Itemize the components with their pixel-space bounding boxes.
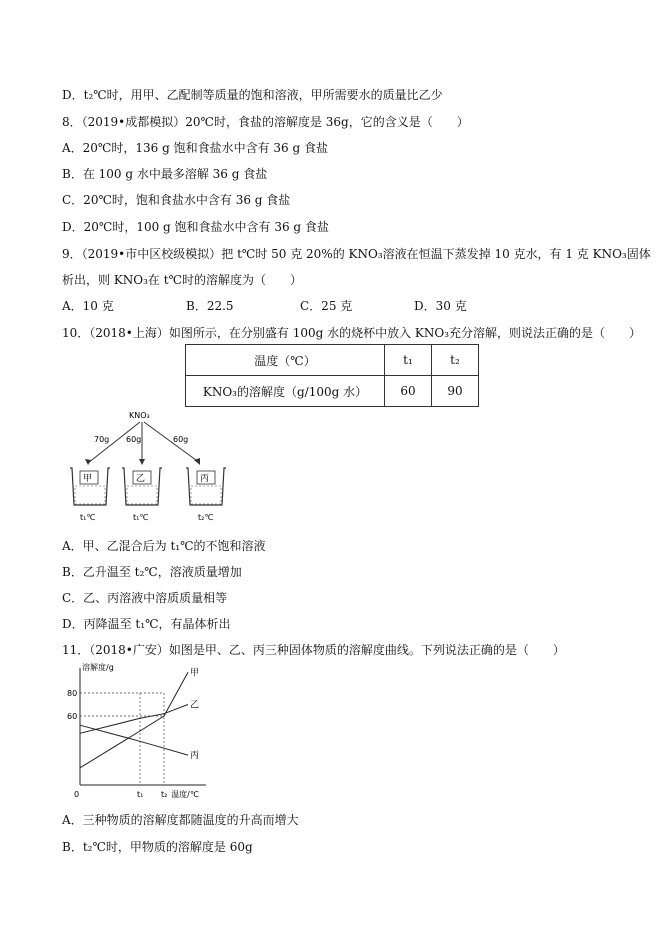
question-11-stem: 11．（2018•广安）如图是甲、乙、丙三种固体物质的溶解度曲线。下列说法正确的是（ ） xyxy=(62,643,565,657)
series-label-1: 甲 xyxy=(190,668,200,679)
y-axis-label: 溶解度/g xyxy=(82,663,114,672)
question-9-option-b: B．22.5 xyxy=(186,299,234,313)
question-7-option-d: D．t₂℃时，用甲、乙配制等质量的饱和溶液，甲所需要水的质量比乙少 xyxy=(62,88,443,102)
question-8-stem: 8．（2019•成都模拟）20℃时，食盐的溶解度是 36g，它的含义是（ ） xyxy=(62,115,469,129)
mass-label-bing: 60g xyxy=(173,435,189,444)
question-9-option-c: C．25 克 xyxy=(300,299,353,313)
y-tick-label-80: 80 xyxy=(67,689,78,698)
beaker-label-jia: 甲 xyxy=(83,474,93,484)
question-11-option-a: A．三种物质的溶解度都随温度的升高而增大 xyxy=(62,813,299,827)
table-header-temperature: 温度（℃） xyxy=(186,345,385,376)
question-9-stem-line2: 析出，则 KNO₃在 t℃时的溶解度为（ ） xyxy=(62,273,302,287)
y-tick-label-60: 60 xyxy=(67,712,78,721)
beaker-temp-yi: t₁℃ xyxy=(133,513,149,522)
table-row xyxy=(186,376,479,407)
solubility-curve-chart xyxy=(60,660,210,802)
question-9-option-a: A．10 克 xyxy=(62,299,114,313)
question-10-option-b: B．乙升温至 t₂℃，溶液质量增加 xyxy=(62,565,242,579)
table-header-t1: t₁ xyxy=(385,345,432,376)
solubility-table xyxy=(185,344,479,407)
question-8-option-c: C．20℃时，饱和食盐水中含有 36 g 食盐 xyxy=(62,193,291,207)
x-tick-label-t2: t₂ xyxy=(161,790,168,799)
beaker-temp-bing: t₂℃ xyxy=(198,513,214,522)
table-cell-value-t2: 90 xyxy=(432,376,479,407)
beaker-jia xyxy=(70,468,110,522)
series-label-2: 乙 xyxy=(190,700,200,711)
mass-label-jia: 70g xyxy=(94,435,110,444)
question-8-option-b: B．在 100 g 水中最多溶解 36 g 食盐 xyxy=(62,167,268,181)
diagram-source-label: KNO₃ xyxy=(129,411,150,420)
question-9-stem-line1: 9．（2019•市中区校级模拟）把 t℃时 50 克 20%的 KNO₃溶液在恒温下蒸发掉 10 克水，有 1 克 KNO₃固体 xyxy=(62,247,651,261)
beaker-label-bing: 丙 xyxy=(200,474,210,484)
question-10-stem: 10．（2018•上海）如图所示，在分别盛有 100g 水的烧杯中放入 KNO₃充分溶解，则说法正确的是（ ） xyxy=(62,326,642,340)
beaker-diagram xyxy=(60,408,240,528)
mass-label-yi: 60g xyxy=(126,435,142,444)
series-label-3: 丙 xyxy=(190,751,200,762)
question-9-option-d: D．30 克 xyxy=(414,299,467,313)
beaker-temp-jia: t₁℃ xyxy=(80,513,96,522)
series-line-2 xyxy=(80,705,188,734)
table-header-t2: t₂ xyxy=(432,345,479,376)
question-10-option-c: C．乙、丙溶液中溶质质量相等 xyxy=(62,591,228,605)
question-10-option-d: D．丙降温至 t₁℃，有晶体析出 xyxy=(62,617,231,631)
beaker-label-yi: 乙 xyxy=(136,474,146,484)
question-8-option-d: D．20℃时，100 g 饱和食盐水中含有 36 g 食盐 xyxy=(62,220,329,234)
x-axis-label: 温度/℃ xyxy=(171,790,199,799)
beaker-yi xyxy=(122,468,162,522)
beaker-bing xyxy=(186,468,226,522)
x-tick-label-0: 0 xyxy=(74,790,80,799)
question-11-option-b: B．t₂℃时，甲物质的溶解度是 60g xyxy=(62,840,253,854)
table-row xyxy=(186,345,479,376)
table-cell-label: KNO₃的溶解度（g/100g 水） xyxy=(186,376,385,407)
x-tick-label-t1: t₁ xyxy=(137,790,144,799)
series-line-3 xyxy=(80,725,188,755)
question-8-option-a: A．20℃时，136 g 饱和食盐水中含有 36 g 食盐 xyxy=(62,141,328,155)
table-cell-value-t1: 60 xyxy=(385,376,432,407)
question-10-option-a: A．甲、乙混合后为 t₁℃的不饱和溶液 xyxy=(62,539,266,553)
